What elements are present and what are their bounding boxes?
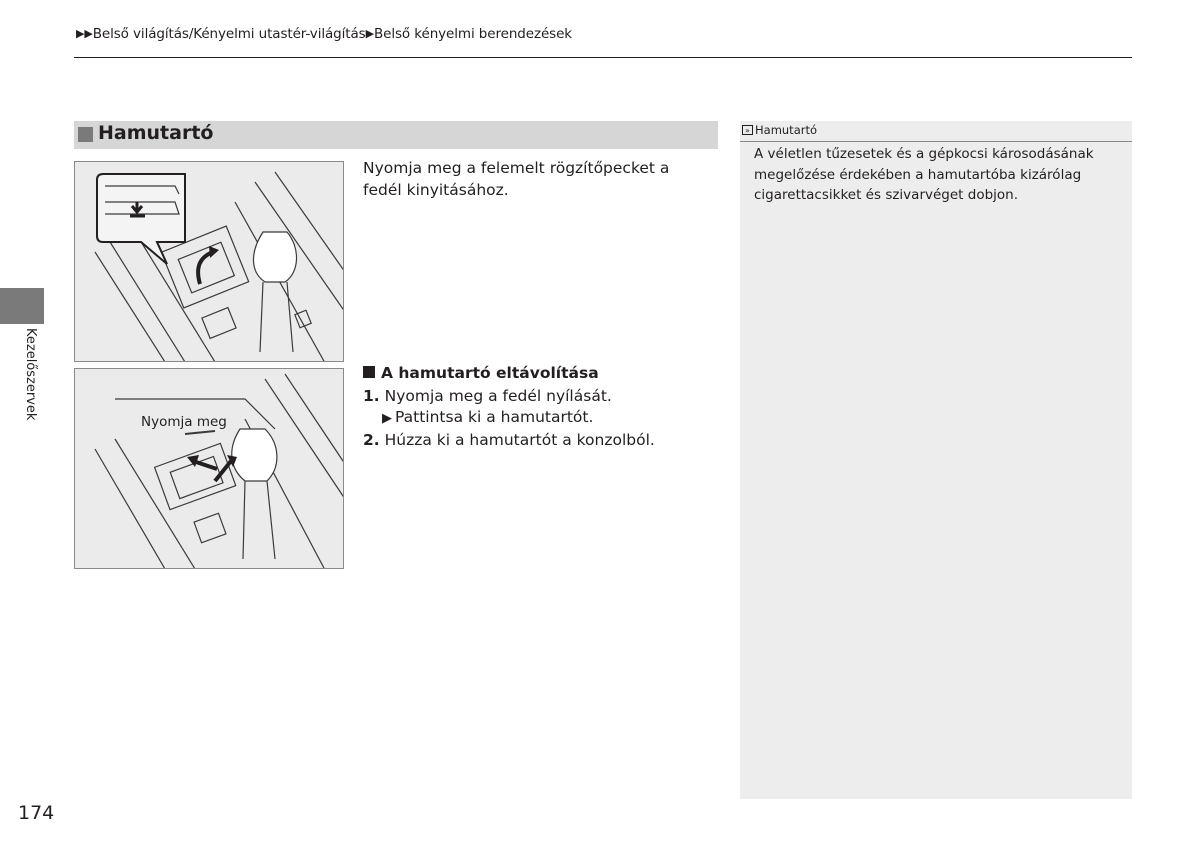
page-number: 174 <box>18 802 55 824</box>
substep <box>382 408 593 426</box>
header-divider <box>74 57 1132 58</box>
sidebar-note <box>740 121 1132 799</box>
subsection-square-icon <box>363 366 375 378</box>
sidebar-title: Hamutartó <box>755 123 818 137</box>
sidebar-header <box>740 121 1132 142</box>
ashtray-open-illustration <box>75 162 344 362</box>
reference-icon: » <box>742 125 753 135</box>
subsection-title <box>363 364 599 382</box>
substep-text: Pattintsa ki a hamutartót. <box>395 408 594 426</box>
figure-ashtray-remove <box>74 368 344 569</box>
sidebar-text: A véletlen tűzesetek és a gépkocsi károsodásának megelőzése érdekében a hamutartóba kizárólag cigarettacsikket és szivarvéget dobjon. <box>754 146 1094 203</box>
arrow-right-icon: ▶ <box>382 411 392 426</box>
ashtray-remove-illustration <box>75 369 344 569</box>
step-text: Nyomja meg a fedél nyílását. <box>384 387 612 405</box>
step-number: 1. <box>363 387 380 405</box>
breadcrumb-item-1[interactable]: Belső világítás/Kényelmi utastér-világítás <box>92 26 366 42</box>
intro-paragraph: Nyomja meg a felemelt rögzítőpecket a fedél kinyitásához. <box>363 159 670 199</box>
step-1 <box>363 385 612 407</box>
step-2 <box>363 429 655 451</box>
chapter-tab[interactable] <box>0 288 44 324</box>
subsection-title-text: A hamutartó eltávolítása <box>381 364 599 382</box>
step-number: 2. <box>363 431 380 449</box>
breadcrumb-item-2[interactable]: Belső kényelmi berendezések <box>373 26 573 42</box>
section-header <box>74 121 718 149</box>
step-text: Húzza ki a hamutartót a konzolból. <box>384 431 655 449</box>
breadcrumb <box>76 26 572 42</box>
figure-ashtray-open <box>74 161 344 362</box>
section-title: Hamutartó <box>98 122 214 144</box>
figure-label-press: Nyomja meg <box>141 414 227 430</box>
section-square-icon <box>78 127 93 142</box>
chapter-label: Kezelőszervek <box>23 328 38 421</box>
breadcrumb-arrow-icon: ▶▶ <box>76 27 93 40</box>
breadcrumb-arrow-icon: ▶ <box>365 27 374 40</box>
